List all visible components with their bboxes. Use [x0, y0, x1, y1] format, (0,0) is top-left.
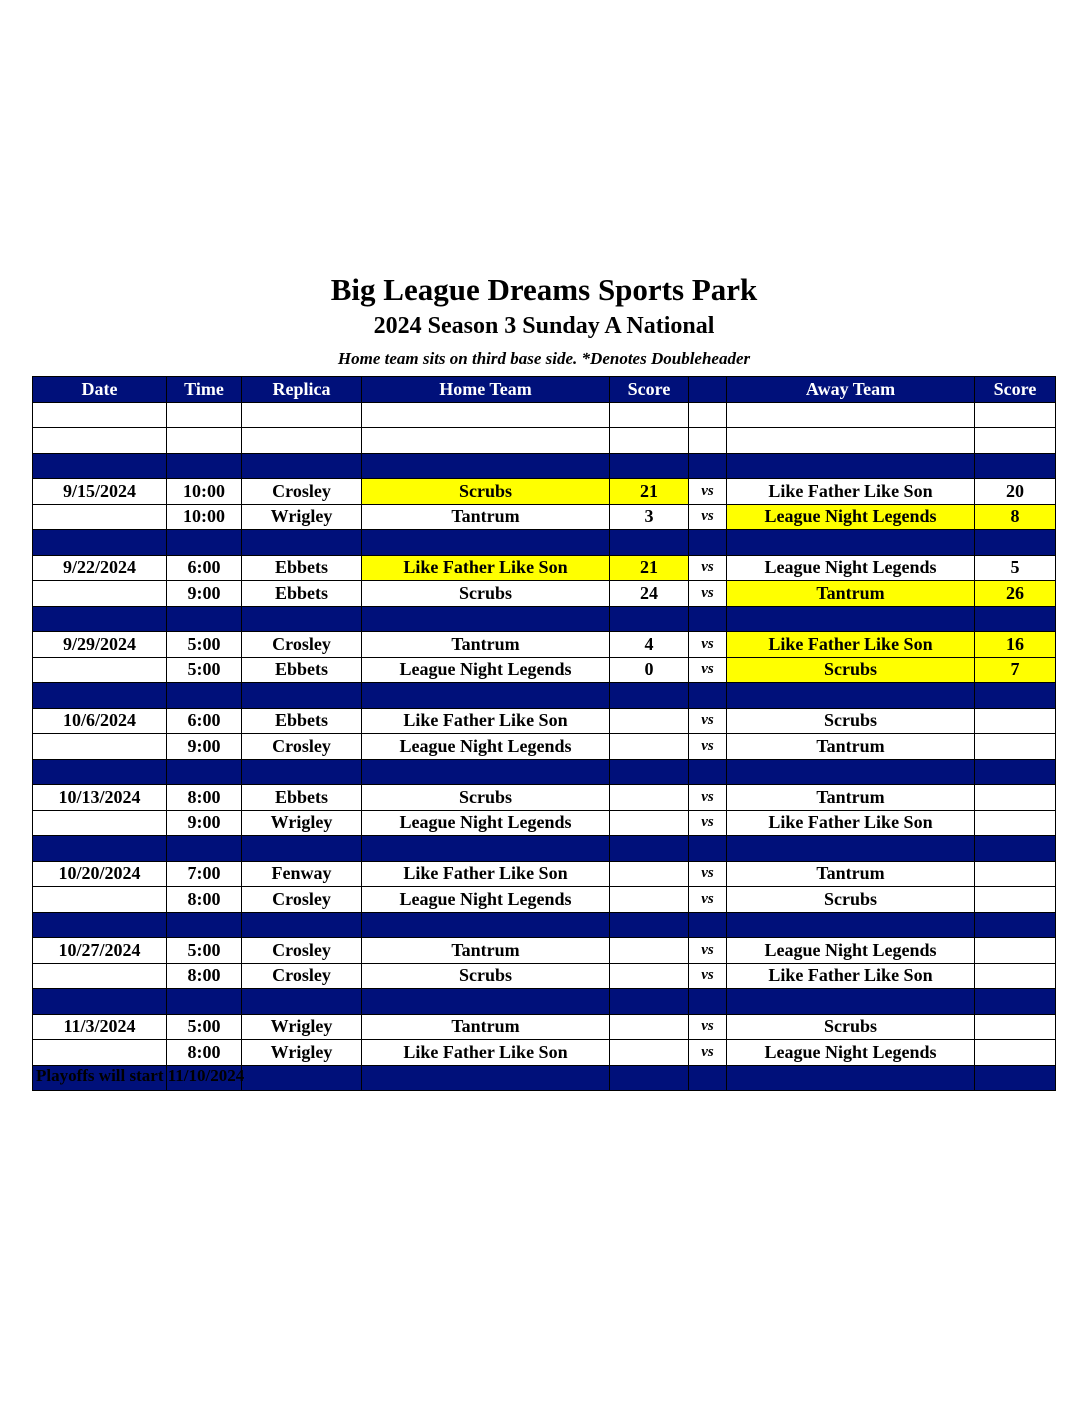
cell-home-team — [362, 402, 610, 428]
schedule-table — [32, 376, 1056, 1091]
cell-home-team — [362, 683, 610, 709]
cell-home-team: Like Father Like Son — [362, 708, 610, 734]
cell-replica: Crosley — [242, 479, 362, 505]
cell-away-score: 5 — [975, 555, 1056, 581]
cell-replica: Ebbets — [242, 708, 362, 734]
col-header-home-team: Home Team — [362, 377, 610, 403]
cell-replica: Crosley — [242, 963, 362, 989]
cell-home-score — [610, 989, 689, 1015]
cell-vs: vs — [689, 938, 727, 964]
cell-date — [33, 836, 167, 862]
cell-replica — [242, 759, 362, 785]
cell-date — [33, 606, 167, 632]
cell-time: 5:00 — [167, 1014, 242, 1040]
cell-away-team — [727, 989, 975, 1015]
cell-away-team: League Night Legends — [727, 1040, 975, 1066]
cell-date — [33, 683, 167, 709]
table-row — [33, 555, 1056, 581]
cell-away-score: 7 — [975, 657, 1056, 683]
table-row — [33, 963, 1056, 989]
table-row — [33, 632, 1056, 658]
table-row — [33, 861, 1056, 887]
cell-away-team: Scrubs — [727, 887, 975, 913]
separator-row — [33, 836, 1056, 862]
cell-vs: vs — [689, 1040, 727, 1066]
cell-time — [167, 428, 242, 454]
cell-home-team — [362, 606, 610, 632]
cell-vs: vs — [689, 861, 727, 887]
cell-home-team: Tantrum — [362, 632, 610, 658]
cell-home-score — [610, 836, 689, 862]
cell-time — [167, 530, 242, 556]
cell-time: 7:00 — [167, 861, 242, 887]
cell-time: 5:00 — [167, 632, 242, 658]
col-header-time: Time — [167, 377, 242, 403]
cell-home-team: Scrubs — [362, 581, 610, 607]
table-row — [33, 657, 1056, 683]
table-row — [33, 938, 1056, 964]
separator-row — [33, 453, 1056, 479]
playoffs-note: Playoffs will start 11/10/2024 — [36, 1066, 245, 1085]
blank-row — [33, 402, 1056, 428]
table-row — [33, 581, 1056, 607]
cell-home-score — [610, 734, 689, 760]
cell-vs — [689, 759, 727, 785]
cell-replica — [242, 1065, 362, 1091]
cell-vs: vs — [689, 504, 727, 530]
cell-vs — [689, 453, 727, 479]
cell-replica: Crosley — [242, 632, 362, 658]
cell-home-team — [362, 1065, 610, 1091]
cell-away-team: Like Father Like Son — [727, 963, 975, 989]
cell-away-score — [975, 963, 1056, 989]
cell-vs — [689, 606, 727, 632]
cell-away-score — [975, 759, 1056, 785]
cell-away-team: Tantrum — [727, 861, 975, 887]
cell-replica — [242, 683, 362, 709]
cell-home-score: 21 — [610, 555, 689, 581]
cell-date — [33, 912, 167, 938]
cell-time — [167, 606, 242, 632]
cell-home-score: 3 — [610, 504, 689, 530]
page-subtitle: 2024 Season 3 Sunday A National — [373, 313, 715, 339]
cell-home-team — [362, 912, 610, 938]
cell-home-team: League Night Legends — [362, 810, 610, 836]
cell-away-team: Tantrum — [727, 785, 975, 811]
cell-away-score — [975, 453, 1056, 479]
cell-date: 10/20/2024 — [33, 861, 167, 887]
cell-date — [33, 581, 167, 607]
cell-away-score: 20 — [975, 479, 1056, 505]
cell-away-team: Scrubs — [727, 708, 975, 734]
cell-vs — [689, 912, 727, 938]
cell-replica: Wrigley — [242, 1040, 362, 1066]
cell-time — [167, 683, 242, 709]
cell-home-score — [610, 1040, 689, 1066]
cell-date: 10/6/2024 — [33, 708, 167, 734]
cell-away-score — [975, 683, 1056, 709]
table-row — [33, 887, 1056, 913]
cell-home-score — [610, 810, 689, 836]
cell-date — [33, 759, 167, 785]
cell-home-team — [362, 530, 610, 556]
cell-time: 8:00 — [167, 963, 242, 989]
cell-home-score — [610, 1014, 689, 1040]
cell-time: 5:00 — [167, 938, 242, 964]
cell-time: 9:00 — [167, 734, 242, 760]
cell-home-team — [362, 453, 610, 479]
cell-away-score — [975, 402, 1056, 428]
blank-row — [33, 428, 1056, 454]
cell-replica — [242, 836, 362, 862]
cell-time — [167, 836, 242, 862]
table-row — [33, 810, 1056, 836]
cell-away-team: League Night Legends — [727, 938, 975, 964]
cell-home-team: Tantrum — [362, 1014, 610, 1040]
col-header-away-team: Away Team — [727, 377, 975, 403]
cell-time: 9:00 — [167, 810, 242, 836]
cell-away-team — [727, 836, 975, 862]
table-row — [33, 785, 1056, 811]
cell-date — [33, 453, 167, 479]
cell-time: 10:00 — [167, 479, 242, 505]
cell-home-score — [610, 1065, 689, 1091]
table-row — [33, 479, 1056, 505]
cell-date: 10/27/2024 — [33, 938, 167, 964]
cell-home-team: Like Father Like Son — [362, 555, 610, 581]
cell-home-score — [610, 938, 689, 964]
cell-away-score — [975, 810, 1056, 836]
cell-away-team: Scrubs — [727, 1014, 975, 1040]
cell-home-score — [610, 861, 689, 887]
cell-away-score — [975, 1040, 1056, 1066]
cell-away-score — [975, 708, 1056, 734]
cell-time: 8:00 — [167, 785, 242, 811]
cell-date — [33, 1040, 167, 1066]
cell-time: 6:00 — [167, 555, 242, 581]
cell-vs: vs — [689, 963, 727, 989]
cell-date: 10/13/2024 — [33, 785, 167, 811]
cell-vs: vs — [689, 1014, 727, 1040]
cell-home-score — [610, 402, 689, 428]
cell-time — [167, 912, 242, 938]
cell-vs — [689, 683, 727, 709]
cell-time: 9:00 — [167, 581, 242, 607]
cell-away-score: 8 — [975, 504, 1056, 530]
separator-row — [33, 530, 1056, 556]
cell-away-team — [727, 683, 975, 709]
cell-home-team: Tantrum — [362, 504, 610, 530]
cell-vs: vs — [689, 555, 727, 581]
cell-date — [33, 657, 167, 683]
cell-away-team: Tantrum — [727, 581, 975, 607]
cell-replica — [242, 912, 362, 938]
cell-away-score — [975, 606, 1056, 632]
cell-date — [33, 504, 167, 530]
cell-away-team: Like Father Like Son — [727, 632, 975, 658]
cell-home-score: 24 — [610, 581, 689, 607]
cell-home-score — [610, 606, 689, 632]
separator-row — [33, 912, 1056, 938]
cell-away-team: Scrubs — [727, 657, 975, 683]
cell-replica — [242, 453, 362, 479]
cell-home-team — [362, 836, 610, 862]
cell-time: 8:00 — [167, 1040, 242, 1066]
cell-away-team — [727, 402, 975, 428]
cell-vs: vs — [689, 734, 727, 760]
cell-replica: Ebbets — [242, 581, 362, 607]
table-row — [33, 504, 1056, 530]
cell-vs: vs — [689, 810, 727, 836]
cell-away-score — [975, 938, 1056, 964]
cell-away-score — [975, 1014, 1056, 1040]
cell-home-team: Scrubs — [362, 963, 610, 989]
cell-home-score — [610, 708, 689, 734]
cell-home-team: Scrubs — [362, 785, 610, 811]
cell-vs — [689, 530, 727, 556]
cell-home-team: League Night Legends — [362, 734, 610, 760]
col-header-replica: Replica — [242, 377, 362, 403]
separator-row — [33, 989, 1056, 1015]
cell-vs: vs — [689, 708, 727, 734]
cell-home-score — [610, 887, 689, 913]
schedule-note: Home team sits on third base side. *Denotes Doubleheader — [337, 349, 751, 368]
cell-vs: vs — [689, 785, 727, 811]
cell-away-team: Like Father Like Son — [727, 479, 975, 505]
cell-home-team: Like Father Like Son — [362, 1040, 610, 1066]
cell-date — [33, 734, 167, 760]
separator-row — [33, 606, 1056, 632]
cell-date: 9/22/2024 — [33, 555, 167, 581]
cell-away-score — [975, 836, 1056, 862]
table-row — [33, 734, 1056, 760]
cell-replica — [242, 428, 362, 454]
cell-away-score — [975, 1065, 1056, 1091]
cell-away-team — [727, 1065, 975, 1091]
cell-date — [33, 530, 167, 556]
cell-away-score — [975, 734, 1056, 760]
col-header-home-score: Score — [610, 377, 689, 403]
cell-replica — [242, 402, 362, 428]
cell-replica: Ebbets — [242, 657, 362, 683]
cell-replica: Wrigley — [242, 504, 362, 530]
cell-away-score — [975, 530, 1056, 556]
table-row — [33, 1040, 1056, 1066]
cell-home-score — [610, 785, 689, 811]
cell-date — [33, 887, 167, 913]
cell-vs — [689, 1065, 727, 1091]
cell-vs — [689, 836, 727, 862]
cell-away-score — [975, 861, 1056, 887]
cell-vs — [689, 402, 727, 428]
cell-replica: Wrigley — [242, 810, 362, 836]
cell-vs: vs — [689, 581, 727, 607]
col-header-away-score: Score — [975, 377, 1056, 403]
cell-replica: Ebbets — [242, 555, 362, 581]
cell-time — [167, 453, 242, 479]
cell-replica: Fenway — [242, 861, 362, 887]
cell-home-team: Like Father Like Son — [362, 861, 610, 887]
table-row — [33, 708, 1056, 734]
cell-home-score — [610, 428, 689, 454]
cell-date: 9/29/2024 — [33, 632, 167, 658]
table-header-row — [33, 377, 1056, 403]
cell-replica: Wrigley — [242, 1014, 362, 1040]
cell-time — [167, 989, 242, 1015]
cell-time: 6:00 — [167, 708, 242, 734]
cell-replica: Crosley — [242, 734, 362, 760]
cell-away-score: 26 — [975, 581, 1056, 607]
cell-date — [33, 810, 167, 836]
cell-replica — [242, 606, 362, 632]
cell-home-team — [362, 989, 610, 1015]
cell-away-score — [975, 912, 1056, 938]
page-title: Big League Dreams Sports Park — [330, 272, 758, 307]
cell-replica: Crosley — [242, 938, 362, 964]
cell-away-team — [727, 530, 975, 556]
col-header-vs — [689, 377, 727, 403]
cell-home-team: Tantrum — [362, 938, 610, 964]
cell-replica — [242, 530, 362, 556]
cell-time: 8:00 — [167, 887, 242, 913]
cell-time: 10:00 — [167, 504, 242, 530]
cell-home-score: 4 — [610, 632, 689, 658]
cell-vs — [689, 989, 727, 1015]
cell-date — [33, 402, 167, 428]
cell-vs: vs — [689, 887, 727, 913]
table-row — [33, 1014, 1056, 1040]
cell-home-score — [610, 530, 689, 556]
cell-home-team: League Night Legends — [362, 887, 610, 913]
cell-home-score: 21 — [610, 479, 689, 505]
cell-time: 5:00 — [167, 657, 242, 683]
cell-away-team: League Night Legends — [727, 504, 975, 530]
cell-away-team: Like Father Like Son — [727, 810, 975, 836]
cell-home-team: League Night Legends — [362, 657, 610, 683]
cell-replica — [242, 989, 362, 1015]
cell-home-score — [610, 963, 689, 989]
cell-vs: vs — [689, 479, 727, 505]
cell-away-team — [727, 912, 975, 938]
cell-home-team: Scrubs — [362, 479, 610, 505]
col-header-date: Date — [33, 377, 167, 403]
cell-home-score — [610, 683, 689, 709]
cell-date: 9/15/2024 — [33, 479, 167, 505]
cell-date: 11/3/2024 — [33, 1014, 167, 1040]
cell-replica: Ebbets — [242, 785, 362, 811]
cell-away-team: League Night Legends — [727, 555, 975, 581]
cell-away-team — [727, 428, 975, 454]
cell-away-score — [975, 989, 1056, 1015]
cell-vs — [689, 428, 727, 454]
cell-away-team — [727, 606, 975, 632]
cell-away-score — [975, 887, 1056, 913]
cell-away-score — [975, 428, 1056, 454]
cell-vs: vs — [689, 632, 727, 658]
cell-time — [167, 402, 242, 428]
separator-row — [33, 759, 1056, 785]
cell-home-score — [610, 759, 689, 785]
cell-home-team — [362, 759, 610, 785]
cell-vs: vs — [689, 657, 727, 683]
cell-home-score — [610, 453, 689, 479]
cell-date — [33, 963, 167, 989]
cell-away-team: Tantrum — [727, 734, 975, 760]
cell-time — [167, 759, 242, 785]
cell-replica: Crosley — [242, 887, 362, 913]
cell-date — [33, 989, 167, 1015]
cell-home-team — [362, 428, 610, 454]
cell-home-score: 0 — [610, 657, 689, 683]
cell-away-score — [975, 785, 1056, 811]
cell-away-team — [727, 453, 975, 479]
cell-away-team — [727, 759, 975, 785]
separator-row — [33, 683, 1056, 709]
cell-away-score: 16 — [975, 632, 1056, 658]
cell-home-score — [610, 912, 689, 938]
cell-date — [33, 428, 167, 454]
